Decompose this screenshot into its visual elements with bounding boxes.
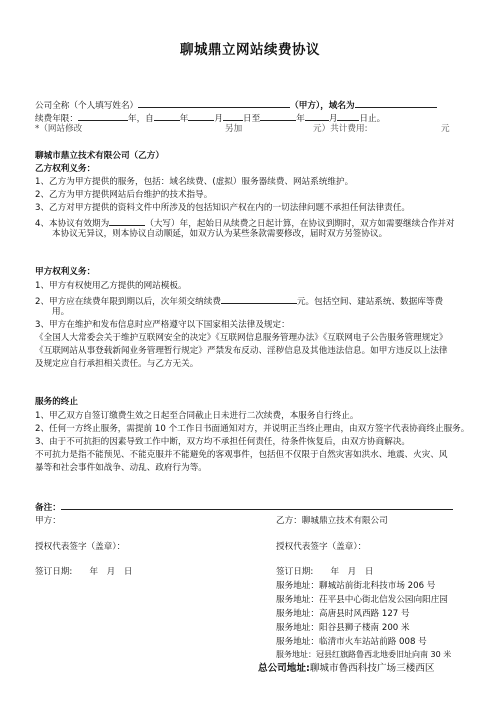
from-year-label: 年 bbox=[179, 114, 189, 124]
remarks-label: 备注： bbox=[35, 503, 61, 513]
service-address-1: 服务地址：聊城站前街北科技市场 206 号 bbox=[276, 581, 436, 591]
party-b-rep-label: 授权代表签字（盖章）： bbox=[276, 542, 367, 552]
to-year-label: 年 bbox=[296, 114, 305, 124]
total-fee-label: 元）共计费用: bbox=[313, 124, 368, 134]
renewal-years-label: 续费年限： bbox=[35, 114, 78, 124]
fee-line bbox=[35, 124, 465, 135]
termination-item-1: 1、甲乙双方自签订缴费生效之日起至合同截止日未进行二次续费，本服务自行终止。 bbox=[35, 411, 359, 421]
extra-label: 另加 bbox=[225, 124, 243, 134]
renewal-years-blank bbox=[78, 111, 128, 121]
law-list-line-1: 《全国人大常委会关于维护互联网安全的决定》《互联网信息服务管理办法》《互联网电子公告服务管理规定》 bbox=[35, 333, 448, 343]
party-a-item-2-cont: 用。 bbox=[52, 307, 70, 317]
company-name-blank bbox=[138, 98, 290, 108]
validity-label: 4、本协议有效期为 bbox=[35, 219, 110, 229]
party-b-item-3: 3、乙方对甲方提供的资料文件中所涉及的包括知识产权在内的一切法律问题不承担任何法律责任。 bbox=[35, 203, 411, 213]
service-address-5: 服务地址：临清市火车站站前路 008 号 bbox=[276, 637, 427, 647]
party-b-item-1: 1、乙方为甲方提供的服务，包括：域名续费、(虚拟）服务器续费、网站系统维护。 bbox=[35, 177, 354, 187]
total-fee-unit: 元 bbox=[441, 124, 450, 134]
validity-blank bbox=[109, 216, 145, 226]
validity-text: （大写）年，起始日从续费之日起计算，在协议到期时，双方如需要继续合作并对 bbox=[145, 219, 455, 229]
law-list-line-2: 《互联网站从事登载新闻业务管理暂行规定》严禁发布反动、淫秽信息及其他违法信息。如甲方违反以上法律 bbox=[35, 346, 448, 356]
company-name-label: 公司全称（个人填写姓名） bbox=[35, 101, 139, 111]
to-label: 日至 bbox=[243, 114, 261, 124]
party-b-item-4-cont: 本协议无异议，则本协议自动顺延，如双方认为某些条款需要修改，届时双方另签协议。 bbox=[52, 229, 388, 239]
party-b-company: 聊城市鼎立技术有限公司（乙方） bbox=[35, 151, 164, 161]
to-year-blank bbox=[260, 111, 296, 121]
hq-label: 总公司地址: bbox=[258, 663, 310, 674]
to-day-blank bbox=[337, 111, 359, 121]
renewal-fee-blank bbox=[221, 294, 297, 304]
party-b-date-label: 签订日期: 年 月 日 bbox=[276, 567, 374, 577]
party-a-item-3: 3、甲方在维护和发布信息时应严格遵守以下国家相关法律及规定： bbox=[35, 320, 290, 330]
domain-blank bbox=[355, 98, 437, 108]
from-label: 年，自 bbox=[127, 114, 154, 124]
service-address-6: 服务地址：冠县红旗路鲁西北地委旧址向南 30 米 bbox=[276, 650, 452, 659]
site-modify-label: *（网站修改 bbox=[35, 124, 83, 134]
service-address-4: 服务地址：阳谷县狮子楼南 200 米 bbox=[276, 623, 410, 633]
remarks-line bbox=[35, 500, 453, 514]
service-address-3: 服务地址：高唐县时风西路 127 号 bbox=[276, 609, 410, 619]
party-a-heading: 甲方权利义务： bbox=[35, 267, 96, 277]
termination-item-3: 3、由于不可抗拒的因素导致工作中断，双方均不承担任何责任，待条件恢复后，由双方协商解决。 bbox=[35, 437, 411, 447]
headquarters-address bbox=[258, 663, 435, 675]
party-a-item-1: 1、甲方有权使用乙方提供的网站模板。 bbox=[35, 281, 187, 291]
to-month-label: 月 bbox=[328, 114, 338, 124]
force-majeure-line-2: 暴等和社会事件如战争、动乱、政府行为等。 bbox=[35, 463, 207, 473]
termination-heading: 服务的终止 bbox=[35, 397, 78, 407]
renewal-fee-text: 元。包括空间、建站系统、数据库等费 bbox=[296, 297, 444, 307]
from-day-blank bbox=[223, 111, 243, 121]
party-b-sign-label: 乙方：聊城鼎立技术有限公司 bbox=[276, 516, 388, 526]
party-a-rep-label: 授权代表签字（盖章）： bbox=[35, 542, 126, 552]
party-a-item-2 bbox=[35, 294, 443, 308]
end-label: 日止。 bbox=[359, 114, 386, 124]
remarks-blank bbox=[61, 500, 453, 510]
service-address-2: 服务地址：茌平县中心街北信发公园向阳庄园 bbox=[276, 595, 448, 605]
domain-label: （甲方），域名为 bbox=[290, 101, 355, 111]
party-b-item-2: 2、乙方为甲方提供网站后台维护的技术指导。 bbox=[35, 190, 213, 200]
party-b-heading: 乙方权利义务： bbox=[35, 164, 96, 174]
party-a-sign-label: 甲方： bbox=[35, 516, 61, 526]
law-list-line-3: 及规定应自行承担相关责任。与乙方无关。 bbox=[35, 359, 199, 369]
party-a-date-label: 签订日期: 年 月 日 bbox=[35, 567, 133, 577]
from-year-blank bbox=[154, 111, 180, 121]
to-month-blank bbox=[305, 111, 329, 121]
renewal-fee-label: 2、甲方应在续费年限到期以后，次年须交纳续费 bbox=[35, 297, 221, 307]
force-majeure-line-1: 不可抗力是指不能预见、不能克服并不能避免的客观事件，包括但不仅限于自然灾害如洪水、地震、火灾、风 bbox=[35, 450, 448, 460]
termination-item-2: 2、任何一方终止服务，需提前 10 个工作日书面通知对方，并说明正当终止理由，由双方签字代表协商终止服务。 bbox=[35, 424, 470, 434]
from-month-blank bbox=[188, 111, 214, 121]
hq-value: 聊城市鲁西科技广场三楼西区 bbox=[309, 663, 435, 674]
document-title: 聊城鼎立网站续费协议 bbox=[180, 42, 320, 58]
from-month-label: 月 bbox=[214, 114, 223, 124]
